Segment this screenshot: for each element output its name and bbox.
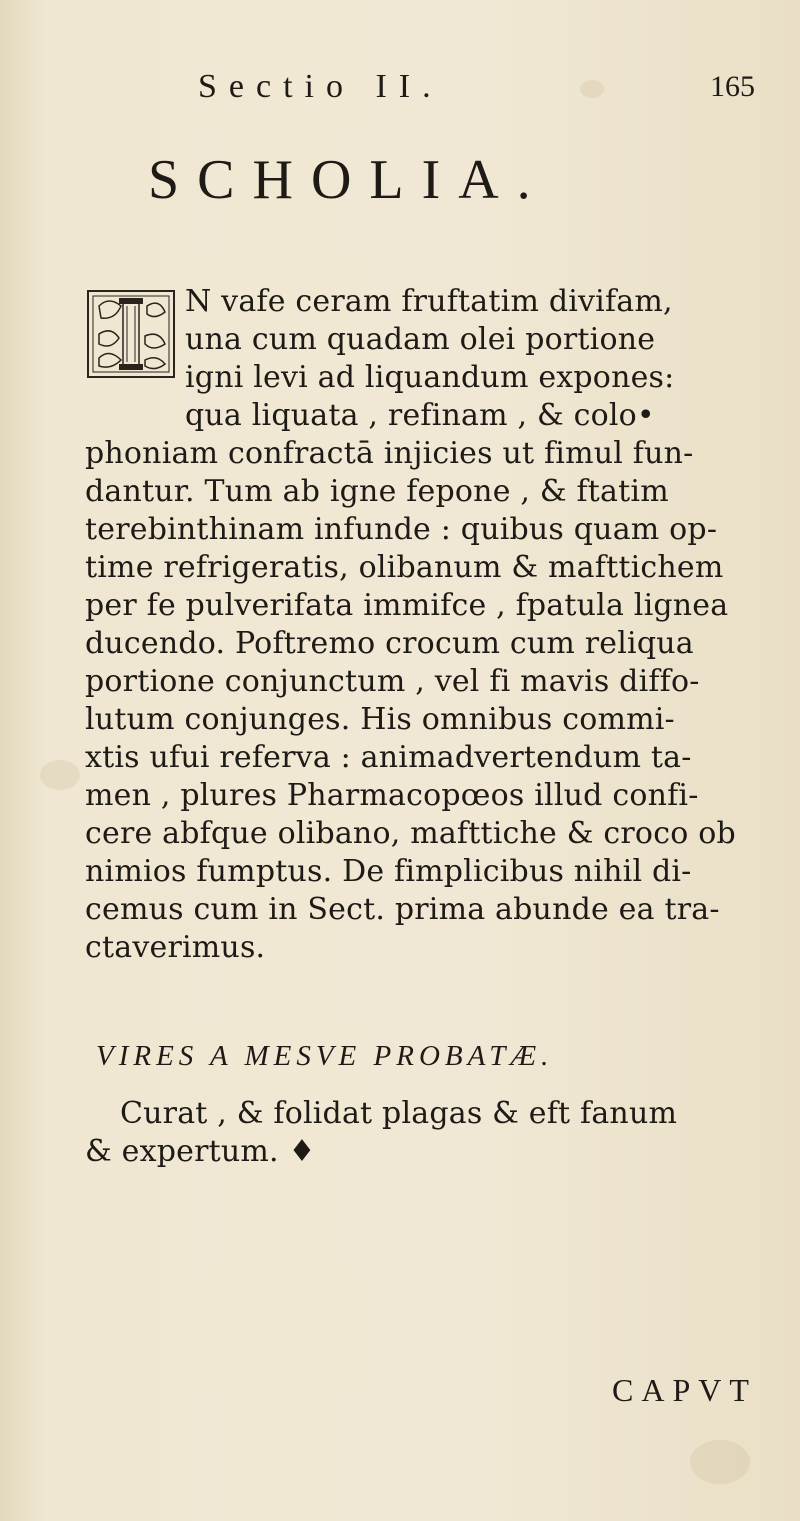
text-line: N vafe ceram fruftatim divifam,: [185, 284, 673, 319]
text-line: ctaverimus.: [85, 930, 266, 965]
sub-heading: VIRES A MESVE PROBATÆ.: [96, 1040, 554, 1072]
text-line: & expertum. ♦: [85, 1134, 316, 1169]
text-line: portione conjunctum , vel fi mavis diffo-: [85, 664, 700, 699]
text-line: igni levi ad liquandum expones:: [185, 360, 675, 395]
ornamental-initial-icon: [85, 288, 177, 380]
text-line: per fe pulverifata immifce , fpatula lignea: [85, 588, 729, 623]
text-line: qua liquata , refinam , & colo•: [185, 398, 655, 433]
text-line: Curat , & folidat plagas & eft fanum: [120, 1096, 678, 1131]
text-line: terebinthinam infunde : quibus quam op-: [85, 512, 718, 547]
text-line: una cum quadam olei portione: [185, 322, 656, 357]
text-line: ducendo. Poftremo crocum cum reliqua: [85, 626, 694, 661]
text-line: phoniam confractā injicies ut fimul fun-: [85, 436, 694, 471]
text-line: men , plures Pharmacopœos illud confi-: [85, 778, 699, 813]
text-line: nimios fumptus. De fimplicibus nihil di-: [85, 854, 692, 889]
section-heading: SCHOLIA.: [148, 149, 549, 211]
text-line: cemus cum in Sect. prima abunde ea tra-: [85, 892, 720, 927]
running-head: [198, 68, 758, 108]
text-line: dantur. Tum ab igne fepone , & ftatim: [85, 474, 669, 509]
catchword: CAPVT: [612, 1372, 757, 1408]
running-title: Sectio II.: [198, 68, 443, 105]
page-number: 165: [710, 70, 755, 103]
text-line: cere abfque olibano, mafttiche & croco ob: [85, 816, 736, 851]
text-line: time refrigeratis, olibanum & mafttichem: [85, 550, 724, 585]
text-line: lutum conjunges. His omnibus commi-: [85, 702, 675, 737]
text-line: xtis ufui referva : animadvertendum ta-: [85, 740, 692, 775]
